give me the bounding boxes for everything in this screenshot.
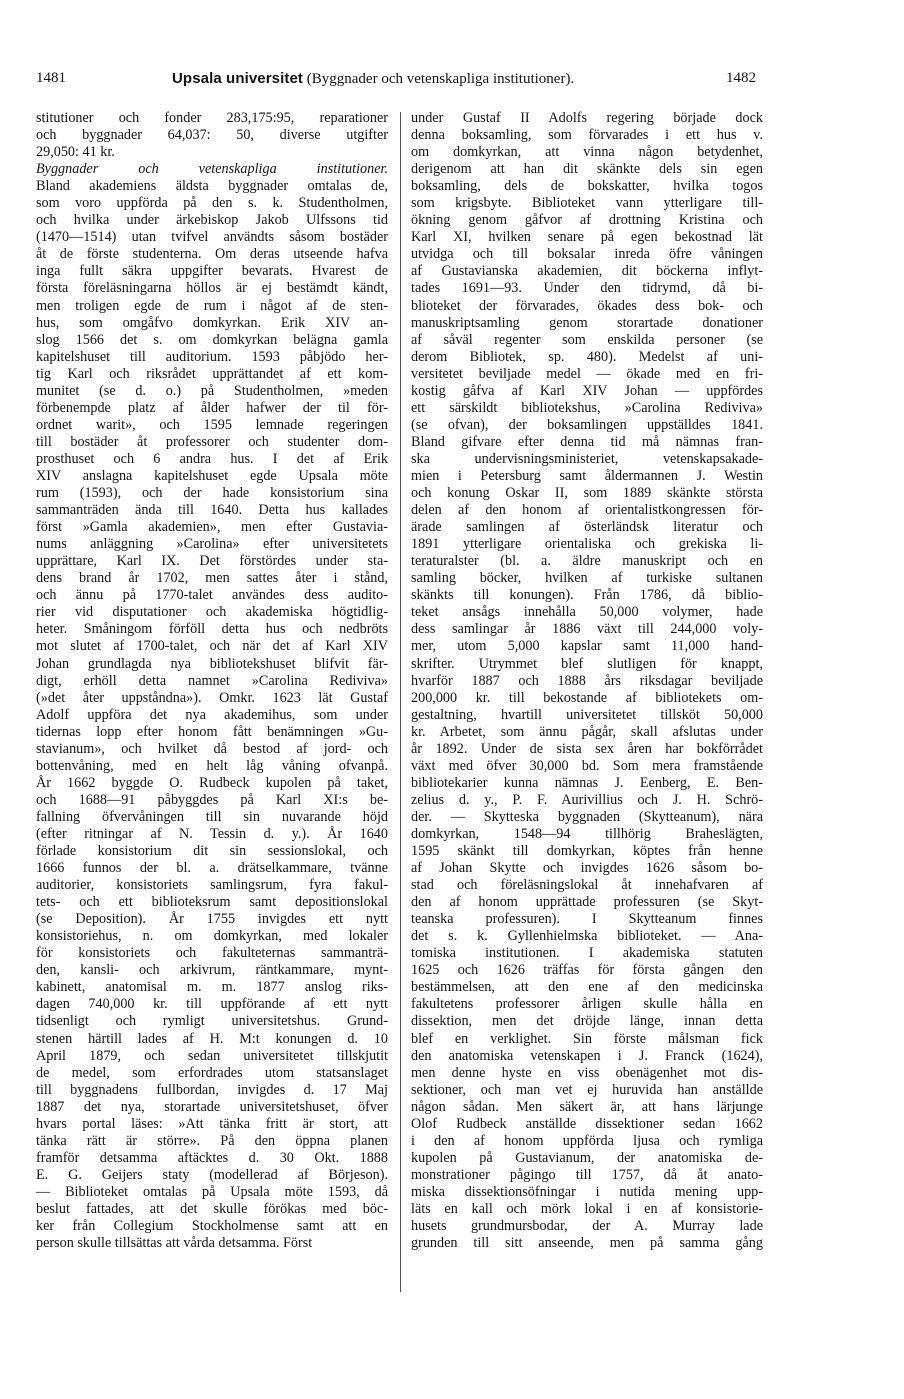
text-line: kr. Arbetet, som ännu pågår, skall afslutas under [411,723,763,740]
text-line: fakultetens professorer årligen skulle hålla en [411,996,763,1013]
text-line: tidernas lopp efter honom fått benämningen »Gu- [36,723,388,740]
text-line: teket ansågs innehålla 50,000 volymer, hade [411,604,763,621]
text-line: Johan grundlagda nya bibliotekshuset blifvit fär- [36,655,388,672]
text-line: tidsenligt och rymligt universitetshus. Grund- [36,1013,388,1030]
text-line: derigenom att han dit skänkte dels sin egen [411,161,763,178]
text-line: person skulle tillsättas att vårda detsamma. Först [36,1235,313,1252]
text-line: XIV anslagna kapitelshuset egde Upsala möte [36,467,388,484]
text-line: och ännu på 1770-talet användes dess audito- [36,587,388,604]
text-line: under Gustaf II Adolfs regering började dock [411,110,763,126]
text-line: i den af honom uppförda ljusa och rymliga [411,1132,763,1149]
left-column [36,110,388,1252]
text-line: 29,050: 41 kr. [36,144,115,161]
text-line: slog 1566 det s. om domkyrkan belägna gamla [36,331,388,348]
text-line: den anatomiska vetenskapen i J. Franck (1624), [411,1047,763,1064]
text-line: 1666 funnos der bl. a. drätselkammare, tvänne [36,860,388,877]
text-line: hvarför 1887 och 1888 års riksdagar beviljade [411,672,763,689]
text-line: af Johan Skytte och invigdes 1626 såsom bo- [411,860,763,877]
running-title-rest: (Byggnader och vetenskapliga institutioner). [303,71,575,87]
text-line: tets- och ett biblioteksrum samt depositionslokal [36,894,388,911]
text-line: (se ofvan), der boksamlingen uppställdes 1841. [411,416,763,433]
text-line: åt de förste studenterna. Om deras utseende hafva [36,246,388,263]
text-line: Byggnader och vetenskapliga institutioner. [36,161,388,178]
text-line: rum (1593), och der hade konsistorium sina [36,485,388,502]
text-line: digt, erhöll detta namnet »Carolina Rediviva» [36,672,388,689]
text-line: (1470—1514) utan tvifvel användts såsom bostäder [36,229,388,246]
text-line: Adolf uppföra det nya akademihus, som under [36,706,388,723]
text-line: förbenempde platz af ålder hafwer der til för- [36,399,388,416]
text-line: ett särskildt bibliotekshus, »Carolina Rediviva» [411,399,763,416]
text-line: bottenvåning, med en helt låg våning ofvanpå. [36,757,388,774]
text-line: för konsistoriets och fakulteternas sammanträ- [36,945,388,962]
text-line: de medel, som erfordrades utom statsanslaget [36,1064,388,1081]
text-line: mien i Petersburg samt åldermannen J. Westin [411,467,763,484]
right-column [411,110,763,1252]
text-line: som krigsbyte. Biblioteket vann ytterligare till- [411,195,763,212]
text-line: (se Deposition). År 1755 invigdes ett nytt [36,911,388,928]
text-line: mer, utom 5,000 kapslar samt 11,000 hand- [411,638,763,655]
text-line: stad och föreläsningslokal åt innehafvaren af [411,877,763,894]
text-line: April 1879, och sedan universitetet tillskjutit [36,1047,388,1064]
text-line: förlade konsistorium dit sin sessionslokal, och [36,843,388,860]
text-line: zelius d. y., P. F. Aurivillius och J. H. Schrö- [411,791,763,808]
text-line: nums anläggning »Carolina» efter universitetets [36,536,388,553]
text-line: 200,000 kr. till bekostande af bibliotekets om- [411,689,763,706]
text-line: dess samlingar år 1886 växt till 244,000 voly- [411,621,763,638]
text-line: stenen härtill lades af H. M:t konungen d. 10 [36,1030,388,1047]
text-line: heter. Småningom förföll detta hus och nedbröts [36,621,388,638]
text-line: inga fullt säkra uppgifter bevarats. Hvarest de [36,263,388,280]
text-line: derom Bibliotek, sp. 480). Medelst af uni- [411,348,763,365]
text-line: till bostäder åt professorer och studenter dom- [36,433,388,450]
text-line: 1887 det nya, storartade universitetshuset, öfver [36,1098,388,1115]
page-number-left: 1481 [36,70,66,86]
text-line: sammanträden ända till 1640. Detta hus kallades [36,502,388,519]
page-header [0,0,904,100]
text-line: konsistoriehus, n. om domkyrkan, med lokaler [36,928,388,945]
text-line: om domkyrkan, att vinna någon betydenhet, [411,144,763,161]
text-line: dens brand år 1702, men sattes åter i stånd, [36,570,388,587]
text-line: kupolen på Gustavianum, der anatomiska de- [411,1149,763,1166]
text-line: 1891 ytterligare orientaliska och grekiska li- [411,536,763,553]
text-line: år 1892. Under de sista sex åren har bokförrådet [411,740,763,757]
text-line: fallning öfvervåningen till sin nuvarande höjd [36,808,388,825]
text-line: der. — Skytteska byggnaden (Skytteanum), nära [411,808,763,825]
text-line: ordnet warit», och 1595 lemnade regeringen [36,416,388,433]
text-line: E. G. Geijers staty (modellerad af Börjeson). [36,1166,388,1183]
text-line: prosthuset och 6 andra hus. I det af Erik [36,450,388,467]
text-line: och konung Oskar II, som 1889 skänkte största [411,485,763,502]
text-line: ärade samlingen af österländsk literatur och [411,519,763,536]
text-line: bibliotekarier kunna nämnas J. Eenberg, E. Ben- [411,774,763,791]
text-line: teraturalster (bl. a. äldre manuskript och en [411,553,763,570]
text-line: År 1662 byggde O. Rudbeck kupolen på taket, [36,774,388,791]
text-line: blioteket der förvarades, ökades dess bok- och [411,297,763,314]
text-line: boksamling, dels de bokskatter, hvilka togos [411,178,763,195]
text-line: till byggnadens fullbordan, invigdes d. 17 Maj [36,1081,388,1098]
text-line: grunden till sitt anseende, men på samma gång [411,1235,763,1252]
running-title-bold: Upsala universitet [172,70,304,87]
text-line: Bland gifvare efter denna tid må nämnas fran- [411,433,763,450]
text-line: ska undervisningsministeriet, vetenskapsakade- [411,450,763,467]
text-line: denna boksamling, som förvarades i ett hus v. [411,127,763,144]
text-line: gestaltning, hvartill universitetet tillsköt 50,000 [411,706,763,723]
text-line: versitetet beviljade medel — ökade med en fri- [411,365,763,382]
text-line: manuskriptsamling genom storartade donationer [411,314,763,331]
text-line: Bland akademiens äldsta byggnader omtalas de, [36,178,388,195]
text-line: det s. k. Gyllenhielmska biblioteket. — Ana- [411,928,763,945]
text-line: samling böcker, hvilken af turkiske sultanen [411,570,763,587]
text-line: utvidga och till boksalar inreda öfre våningen [411,246,763,263]
text-line: tomiska institutionen. I akademiska statuten [411,945,763,962]
text-line: först »Gamla akademien», men efter Gustavia- [36,519,388,536]
text-line: den af honom upprättade professuren (se Skyt- [411,894,763,911]
text-line: blef en verklighet. Sin förste målsman fick [411,1030,763,1047]
text-line: bestämmelsen, att den ene af den medicinska [411,979,763,996]
text-line: ökning genom gåfvor af drottning Kristina och [411,212,763,229]
text-line: 1595 skänkt till domkyrkan, köptes från henne [411,843,763,860]
text-line: läts en kall och mörk lokal i en af konsistorie- [411,1201,763,1217]
text-line: sektioner, och man vet ej huruvida han anställde [411,1081,763,1098]
text-line: skänkts till konungen). Från 1786, då biblio- [411,587,763,604]
text-line: teanska professuren). I Skytteanum finnes [411,911,763,928]
page-number-right: 1482 [726,70,756,86]
text-line: — Biblioteket omtalas på Upsala möte 1593, då [36,1183,388,1200]
column-divider [400,112,401,1292]
text-line: af såväl regenter som enskilda personer (se [411,331,763,348]
text-line: Olof Rudbeck anställde dissektioner sedan 1662 [411,1115,763,1132]
text-line: 1625 och 1626 träffas för första gången den [411,962,763,979]
text-line: (efter ritningar af N. Tessin d. y.). År 1640 [36,825,388,842]
text-line: (»det åter uppståndna»). Omkr. 1623 lät Gustaf [36,689,388,706]
text-line: tades 1691—93. Under den tidrymd, då bi- [411,280,763,297]
text-line: mot slutet af 1700-talet, och när det af Karl XIV [36,638,388,655]
text-line: Karl XI, hvilken senare på egen bekostnad lät [411,229,763,246]
text-line: husets grundmursbodar, der A. Murray lade [411,1218,763,1235]
text-line: domkyrkan, 1548—94 tillhörig Braheslägten, [411,825,763,842]
text-line: skrifter. Utrymmet blef slutligen för knappt, [411,655,763,672]
running-title [172,70,574,88]
text-line: tig Karl och riksrådet upprättandet af ett kom- [36,365,388,382]
text-line: munitet (se d. o.) på Studentholmen, »meden [36,382,388,399]
text-line: stavianum», och hvilket då bestod af jord- och [36,740,388,757]
text-line: och hvilka under ärkebiskop Jakob Ulfssons tid [36,212,388,229]
text-line: någon sådan. Men säkert är, att hans lärjunge [411,1098,763,1115]
text-line: kabinett, anatomisal m. m. 1877 anslog riks- [36,979,388,996]
text-line: ker från Collegium Stockholmense samt att en [36,1218,388,1235]
text-line: kostig gåfva af Karl XIV Johan — uppfördes [411,382,763,399]
text-line: upprättare, Karl IX. Det förstördes under sta- [36,553,388,570]
text-line: första föreläsningarna höllos är ej bestämdt kändt, [36,280,388,297]
text-line: beslut fattades, att det skulle förökas med böc- [36,1201,388,1217]
text-line: dagen 740,000 kr. till uppförande af ett nytt [36,996,388,1013]
text-line: af Gustavianska akademien, dit böckerna inflyt- [411,263,763,280]
text-line: den, kansli- och arkivrum, räntkammare, mynt- [36,962,388,979]
text-line: rier vid disputationer och akademiska högtidlig- [36,604,388,621]
text-line: och 1688—91 påbyggdes på Karl XI:s be- [36,791,388,808]
text-line: miska dissektionsöfningar i nutida mening upp- [411,1183,763,1200]
text-line: stitutioner och fonder 283,175:95, reparationer [36,110,388,126]
text-line: växt med öfver 30,000 bd. Som mera framstående [411,757,763,774]
text-line: dissektion, men det dröjde länge, innan detta [411,1013,763,1030]
text-line: hus, som omgåfvo domkyrkan. Erik XIV an- [36,314,388,331]
text-line: framför detsamma aftäcktes d. 30 Okt. 1888 [36,1149,388,1166]
text-line: monstrationer pågingo till 1757, då åt anato- [411,1166,763,1183]
text-line: delen af den honom af orientalistkongressen för- [411,502,763,519]
text-line: men troligen egde de rum i något af de sten- [36,297,388,314]
text-line: hvars portal läses: »Att tänka fritt är stort, att [36,1115,388,1132]
text-line: auditorier, konsistoriets samlingsrum, fyra fakul- [36,877,388,894]
text-line: och byggnader 64,037: 50, diverse utgifter [36,127,388,144]
text-line: kapitelshuset till auditorium. 1593 påbjödo her- [36,348,388,365]
text-line: tänka rätt är större». På den öppna planen [36,1132,388,1149]
text-line: som voro uppförda på den s. k. Studentholmen, [36,195,388,212]
text-line: men denne hyste en viss obenägenhet mot dis- [411,1064,763,1081]
